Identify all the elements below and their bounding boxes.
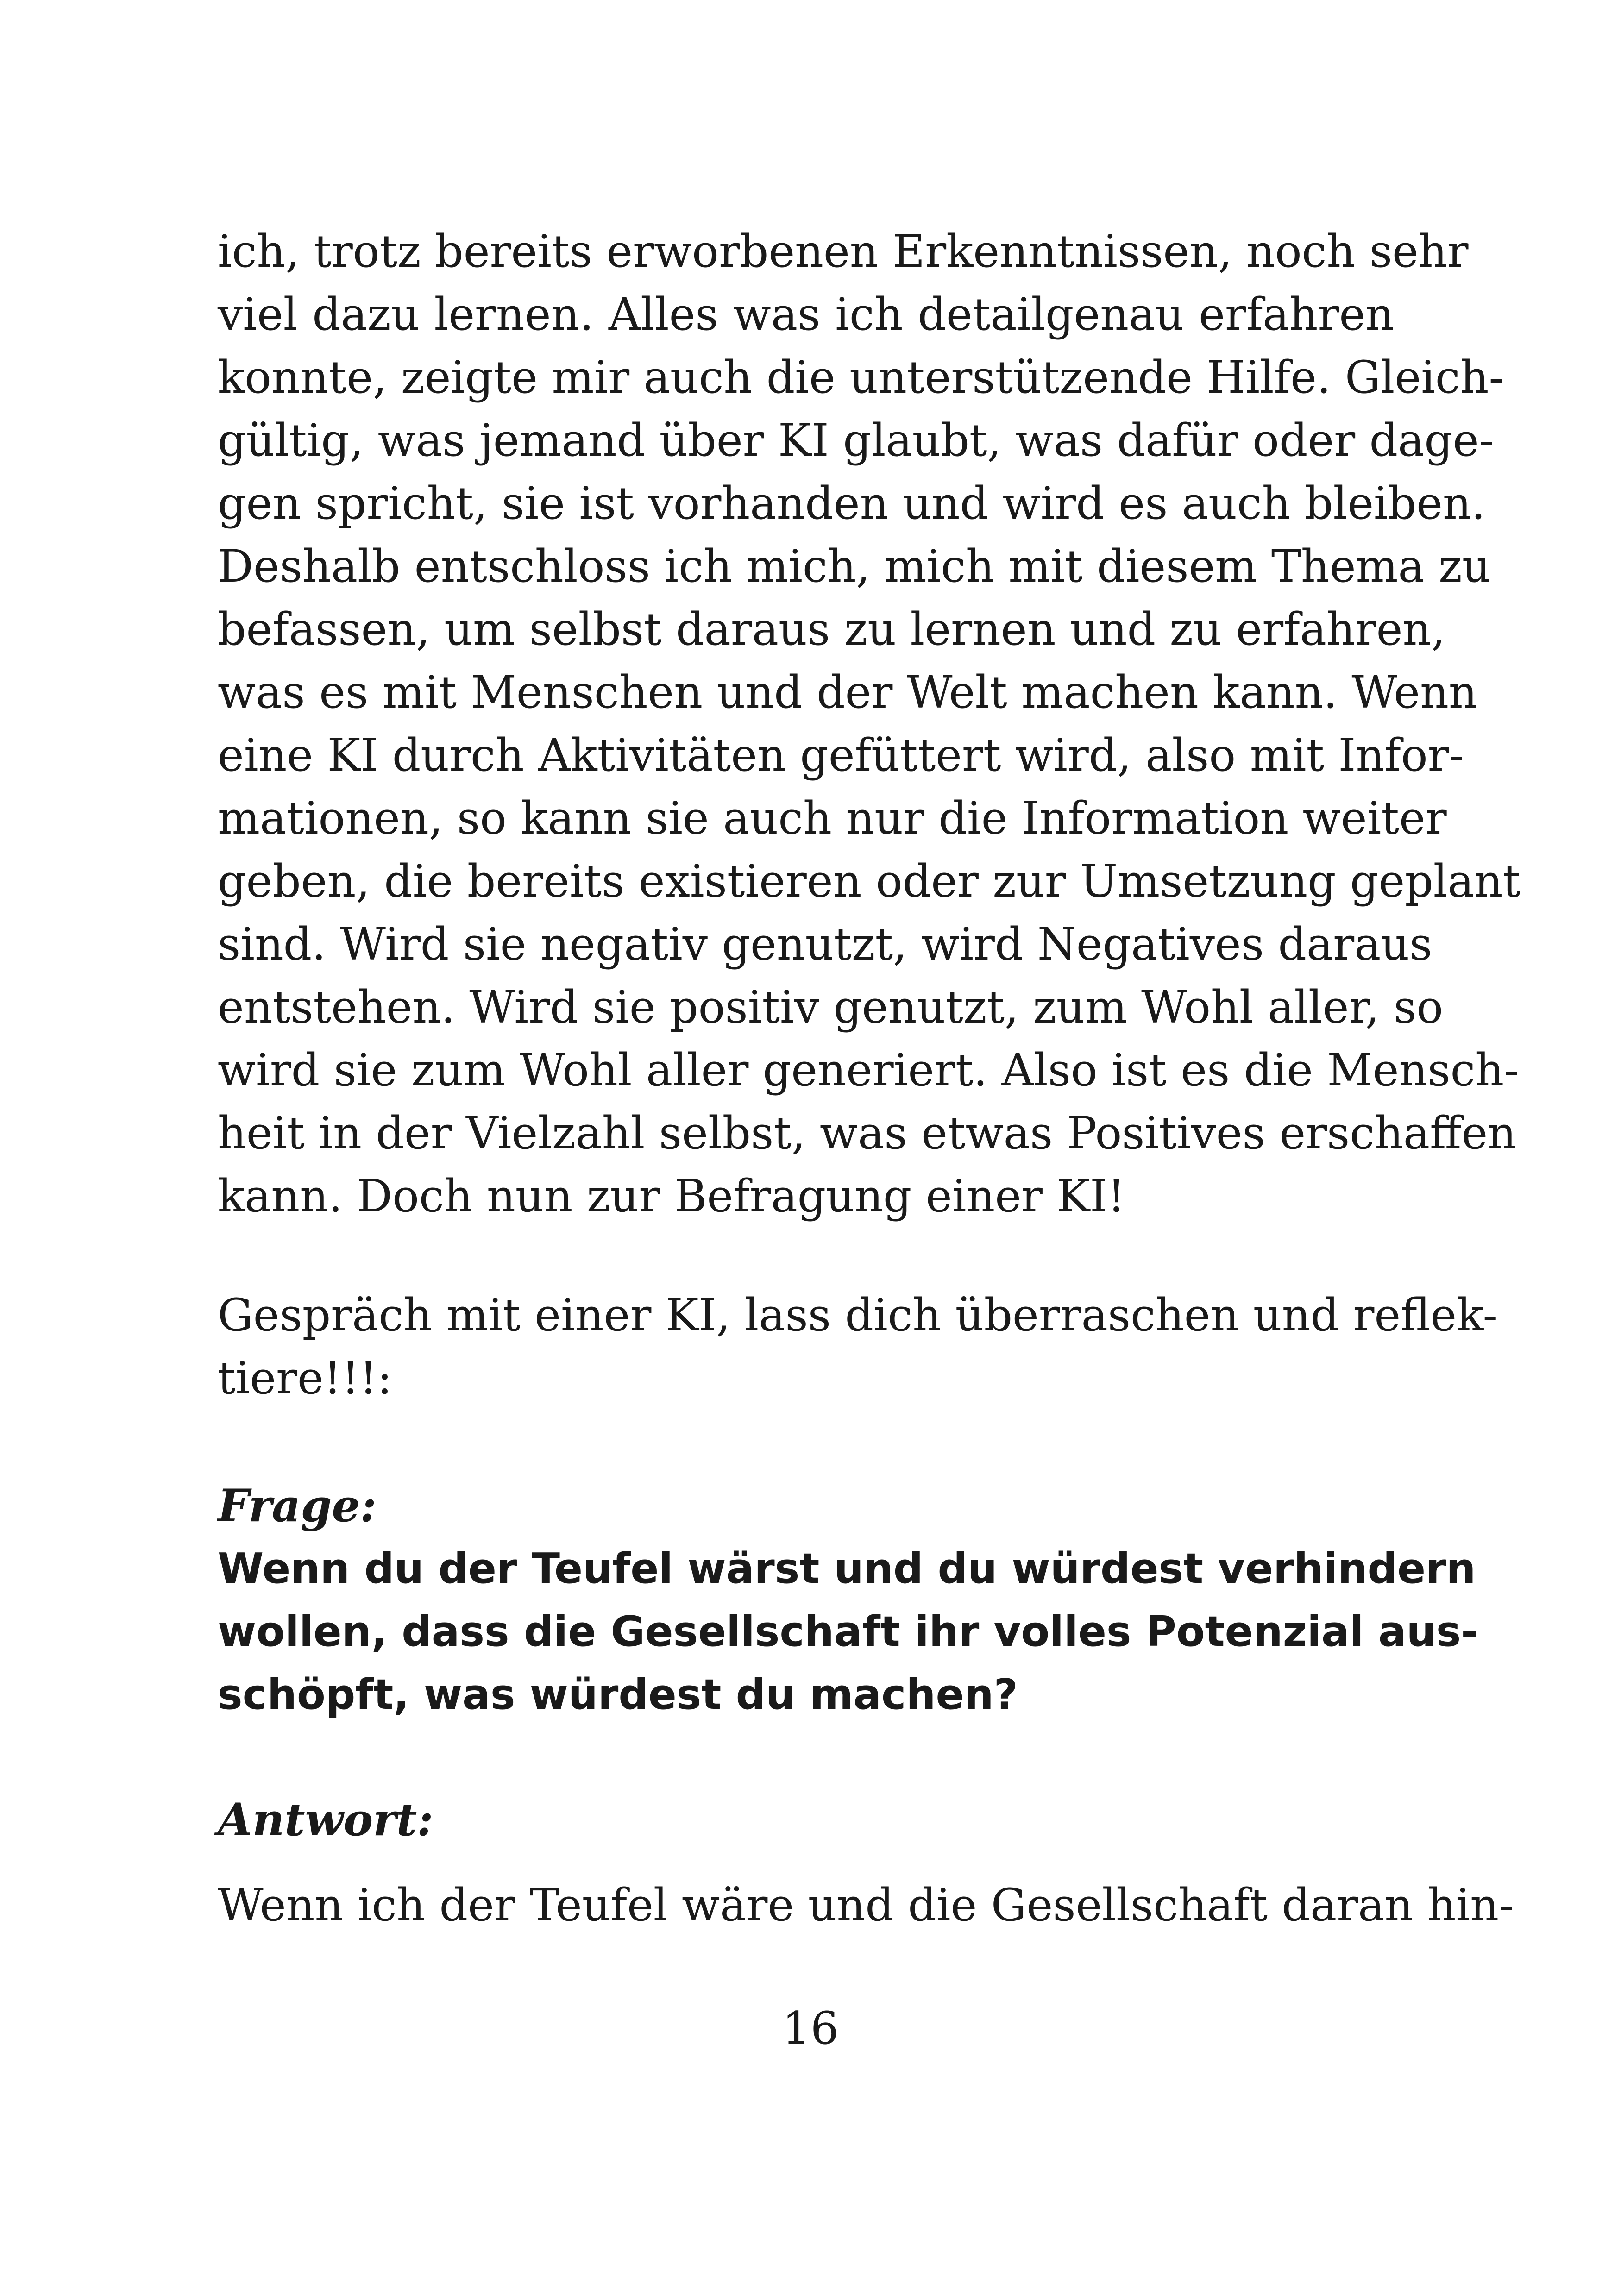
intro-line: viel dazu lernen. Alles was ich detailgenau erfahren	[218, 289, 1394, 340]
intro-line: gen spricht, sie ist vorhanden und wird es auch bleiben.	[218, 477, 1486, 529]
intro-line: ich, trotz bereits erworbenen Erkenntnissen, noch sehr	[218, 226, 1469, 277]
frage-label: Frage:	[218, 1480, 377, 1532]
frage-section	[218, 1474, 1478, 1726]
question-line: Wenn du der Teufel wärst und du würdest verhindern	[218, 1544, 1476, 1593]
intro-line: sind. Wird sie negativ genutzt, wird Negatives daraus	[218, 918, 1433, 970]
intro-line: wird sie zum Wohl aller generiert. Also ist es die Mensch-	[218, 1044, 1519, 1096]
intro-line: befassen, um selbst daraus zu lernen und zu erfahren,	[218, 603, 1445, 655]
gespraech-line: tiere!!!:	[218, 1352, 392, 1404]
intro-line: heit in der Vielzahl selbst, was etwas Positives erschaffen	[218, 1107, 1516, 1159]
intro-line: Deshalb entschloss ich mich, mich mit diesem Thema zu	[218, 540, 1491, 592]
antwort-line: Wenn ich der Teufel wäre und die Gesellschaft daran hin-	[218, 1879, 1514, 1931]
intro-line: kann. Doch nun zur Befragung einer KI!	[218, 1170, 1125, 1222]
intro-line: was es mit Menschen und der Welt machen kann. Wenn	[218, 666, 1477, 718]
intro-paragraph	[218, 220, 1521, 1228]
intro-line: eine KI durch Aktivitäten gefüttert wird, also mit Infor-	[218, 729, 1464, 781]
antwort-label: Antwort:	[218, 1794, 434, 1846]
intro-line: gültig, was jemand über KI glaubt, was dafür oder dage-	[218, 414, 1495, 466]
intro-line: geben, die bereits existieren oder zur Umsetzung geplant	[218, 855, 1521, 907]
page-number: 16	[782, 2002, 839, 2054]
intro-line: entstehen. Wird sie positiv genutzt, zum Wohl aller, so	[218, 981, 1443, 1033]
intro-line: mationen, so kann sie auch nur die Information weiter	[218, 792, 1447, 844]
gespraech-line: Gespräch mit einer KI, lass dich überraschen und reflek-	[218, 1289, 1498, 1341]
question-line: schöpft, was würdest du machen?	[218, 1670, 1018, 1719]
antwort-label-block	[218, 1788, 1394, 1851]
antwort-paragraph	[218, 1874, 1514, 1937]
question-text	[218, 1537, 1478, 1726]
question-line: wollen, dass die Gesellschaft ihr volles Potenzial aus-	[218, 1607, 1478, 1656]
gespraech-paragraph	[218, 1284, 1498, 1410]
intro-line: konnte, zeigte mir auch die unterstützende Hilfe. Gleich-	[218, 351, 1504, 403]
